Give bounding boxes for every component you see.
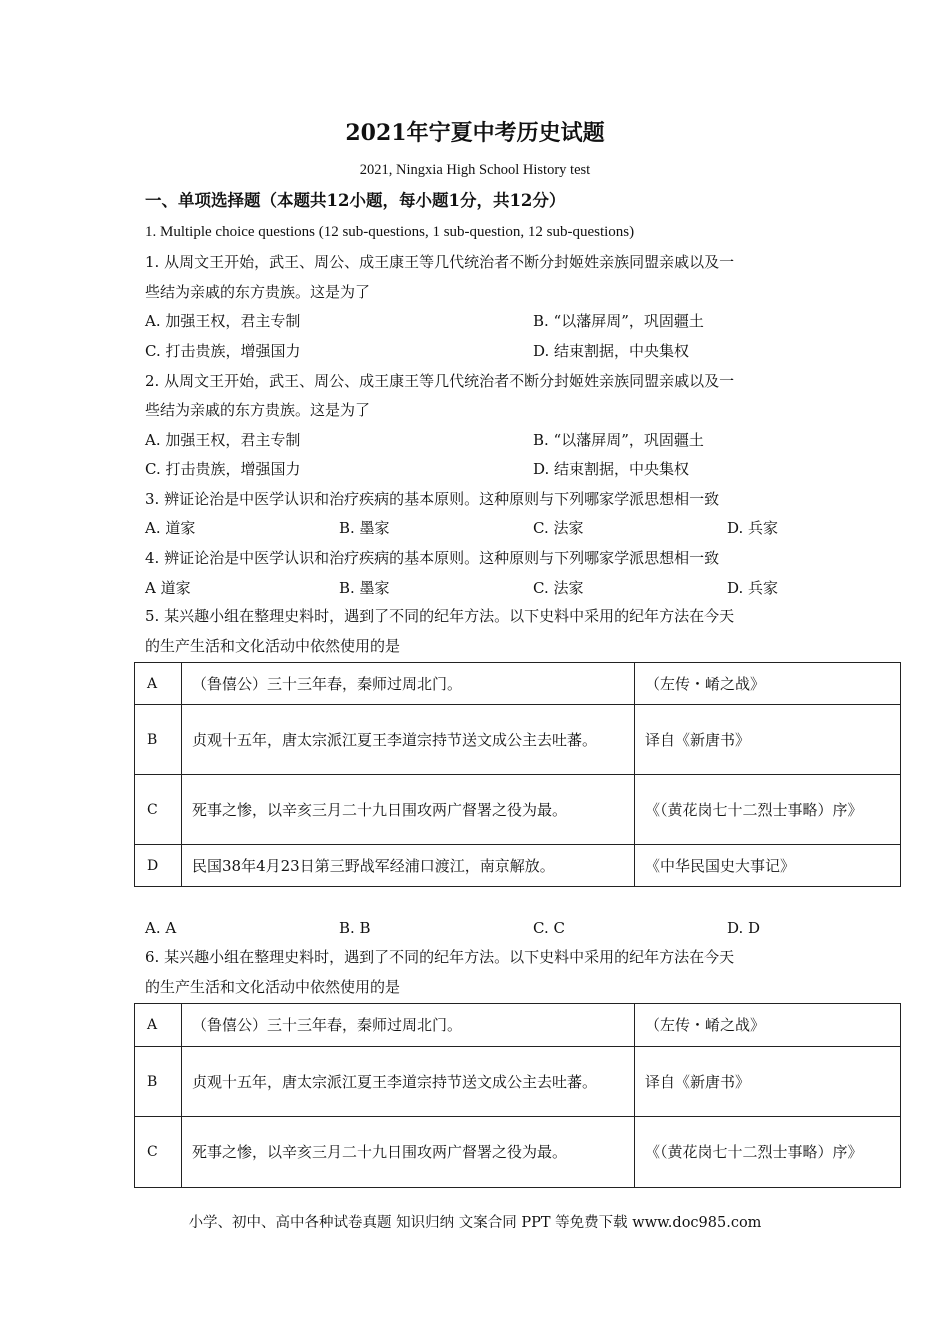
row-source: （左传・崤之战》 [635, 663, 901, 705]
q4-stem: 4. 辨证论治是中医学认识和治疗疾病的基本原则。这种原则与下列哪家学派思想相一致 [145, 549, 720, 567]
section-heading: 一、单项选择题（本题共12小题，每小题1分，共12分） [145, 191, 566, 210]
row-content: 民国38年4月23日第三野战军经浦口渡江，南京解放。 [182, 845, 635, 887]
q3-option-c: C. 法家 [533, 519, 584, 537]
table-row [135, 775, 901, 845]
q3-option-b: B. 墨家 [339, 519, 390, 537]
q5-option-a: A. A [145, 919, 177, 937]
row-content: 贞观十五年，唐太宗派江夏王李道宗持节送文成公主去吐蕃。 [182, 705, 635, 775]
section-heading-en: 1. Multiple choice questions (12 sub-questions, 1 sub-question, 12 sub-questions) [145, 224, 635, 240]
row-source: 《（黄花岗七十二烈士事略）序》 [635, 1117, 901, 1188]
q2-stem-line2: 些结为亲戚的东方贵族。这是为了 [145, 401, 371, 419]
q6-stem-line1: 6. 某兴趣小组在整理史料时，遇到了不同的纪年方法。以下史料中采用的纪年方法在今天 [145, 948, 735, 966]
row-key: B [135, 705, 182, 775]
q5-option-b: B. B [339, 919, 371, 937]
table-row [135, 1004, 901, 1047]
q5-stem-line2: 的生产生活和文化活动中依然使用的是 [145, 637, 401, 655]
row-source: （左传・崤之战》 [635, 1004, 901, 1047]
row-content: （鲁僖公）三十三年春，秦师过周北门。 [182, 663, 635, 705]
q4-option-c: C. 法家 [533, 579, 584, 597]
q6-stem-line2: 的生产生活和文化活动中依然使用的是 [145, 978, 401, 996]
row-content: （鲁僖公）三十三年春，秦师过周北门。 [182, 1004, 635, 1047]
row-content: 死事之惨，以辛亥三月二十九日围攻两广督署之役为最。 [182, 775, 635, 845]
row-source: 译自《新唐书》 [635, 1047, 901, 1117]
row-key: B [135, 1047, 182, 1117]
table-row [135, 845, 901, 887]
q1-option-a: A. 加强王权，君主专制 [145, 312, 301, 330]
table-row [135, 1047, 901, 1117]
row-key: C [135, 1117, 182, 1188]
q3-option-a: A. 道家 [145, 519, 196, 537]
q5-source-table [134, 662, 901, 887]
q2-option-c: C. 打击贵族，增强国力 [145, 460, 301, 478]
q3-option-d: D. 兵家 [727, 519, 779, 537]
row-source: 《（黄花岗七十二烈士事略）序》 [635, 775, 901, 845]
row-key: A [135, 663, 182, 705]
row-content: 贞观十五年，唐太宗派江夏王李道宗持节送文成公主去吐蕃。 [182, 1047, 635, 1117]
page-footer: 小学、初中、高中各种试卷真题 知识归纳 文案合同 PPT 等免费下载 www.doc985.com [188, 1215, 762, 1231]
q4-option-d: D. 兵家 [727, 579, 779, 597]
row-key: A [135, 1004, 182, 1047]
q5-stem-line1: 5. 某兴趣小组在整理史料时，遇到了不同的纪年方法。以下史料中采用的纪年方法在今天 [145, 607, 735, 625]
q3-stem: 3. 辨证论治是中医学认识和治疗疾病的基本原则。这种原则与下列哪家学派思想相一致 [145, 490, 720, 508]
page-title: 2021年宁夏中考历史试题 [345, 120, 605, 146]
row-key: C [135, 775, 182, 845]
q2-option-b: B. “以藩屏周”，巩固疆土 [533, 431, 704, 449]
row-source: 《中华民国史大事记》 [635, 845, 901, 887]
row-source: 译自《新唐书》 [635, 705, 901, 775]
table-row [135, 663, 901, 705]
q2-option-d: D. 结束割据，中央集权 [533, 460, 690, 478]
q1-stem-line1: 1. 从周文王开始，武王、周公、成王康王等几代统治者不断分封姬姓亲族同盟亲戚以及一 [145, 253, 735, 271]
q4-option-a: A 道家 [145, 579, 191, 597]
q2-stem-line1: 2. 从周文王开始，武王、周公、成王康王等几代统治者不断分封姬姓亲族同盟亲戚以及一 [145, 372, 735, 390]
q4-option-b: B. 墨家 [339, 579, 390, 597]
q1-option-c: C. 打击贵族，增强国力 [145, 342, 301, 360]
q1-option-b: B. “以藩屏周”，巩固疆土 [533, 312, 704, 330]
row-key: D [135, 845, 182, 887]
q5-option-c: C. C [533, 919, 565, 937]
row-content: 死事之惨，以辛亥三月二十九日围攻两广督署之役为最。 [182, 1117, 635, 1188]
q1-stem-line2: 些结为亲戚的东方贵族。这是为了 [145, 283, 371, 301]
page-subtitle: 2021, Ningxia High School History test [359, 162, 591, 178]
q6-source-table [134, 1003, 901, 1188]
q2-option-a: A. 加强王权，君主专制 [145, 431, 301, 449]
q1-option-d: D. 结束割据，中央集权 [533, 342, 690, 360]
q5-option-d: D. D [727, 919, 761, 937]
table-row [135, 1117, 901, 1188]
table-row [135, 705, 901, 775]
